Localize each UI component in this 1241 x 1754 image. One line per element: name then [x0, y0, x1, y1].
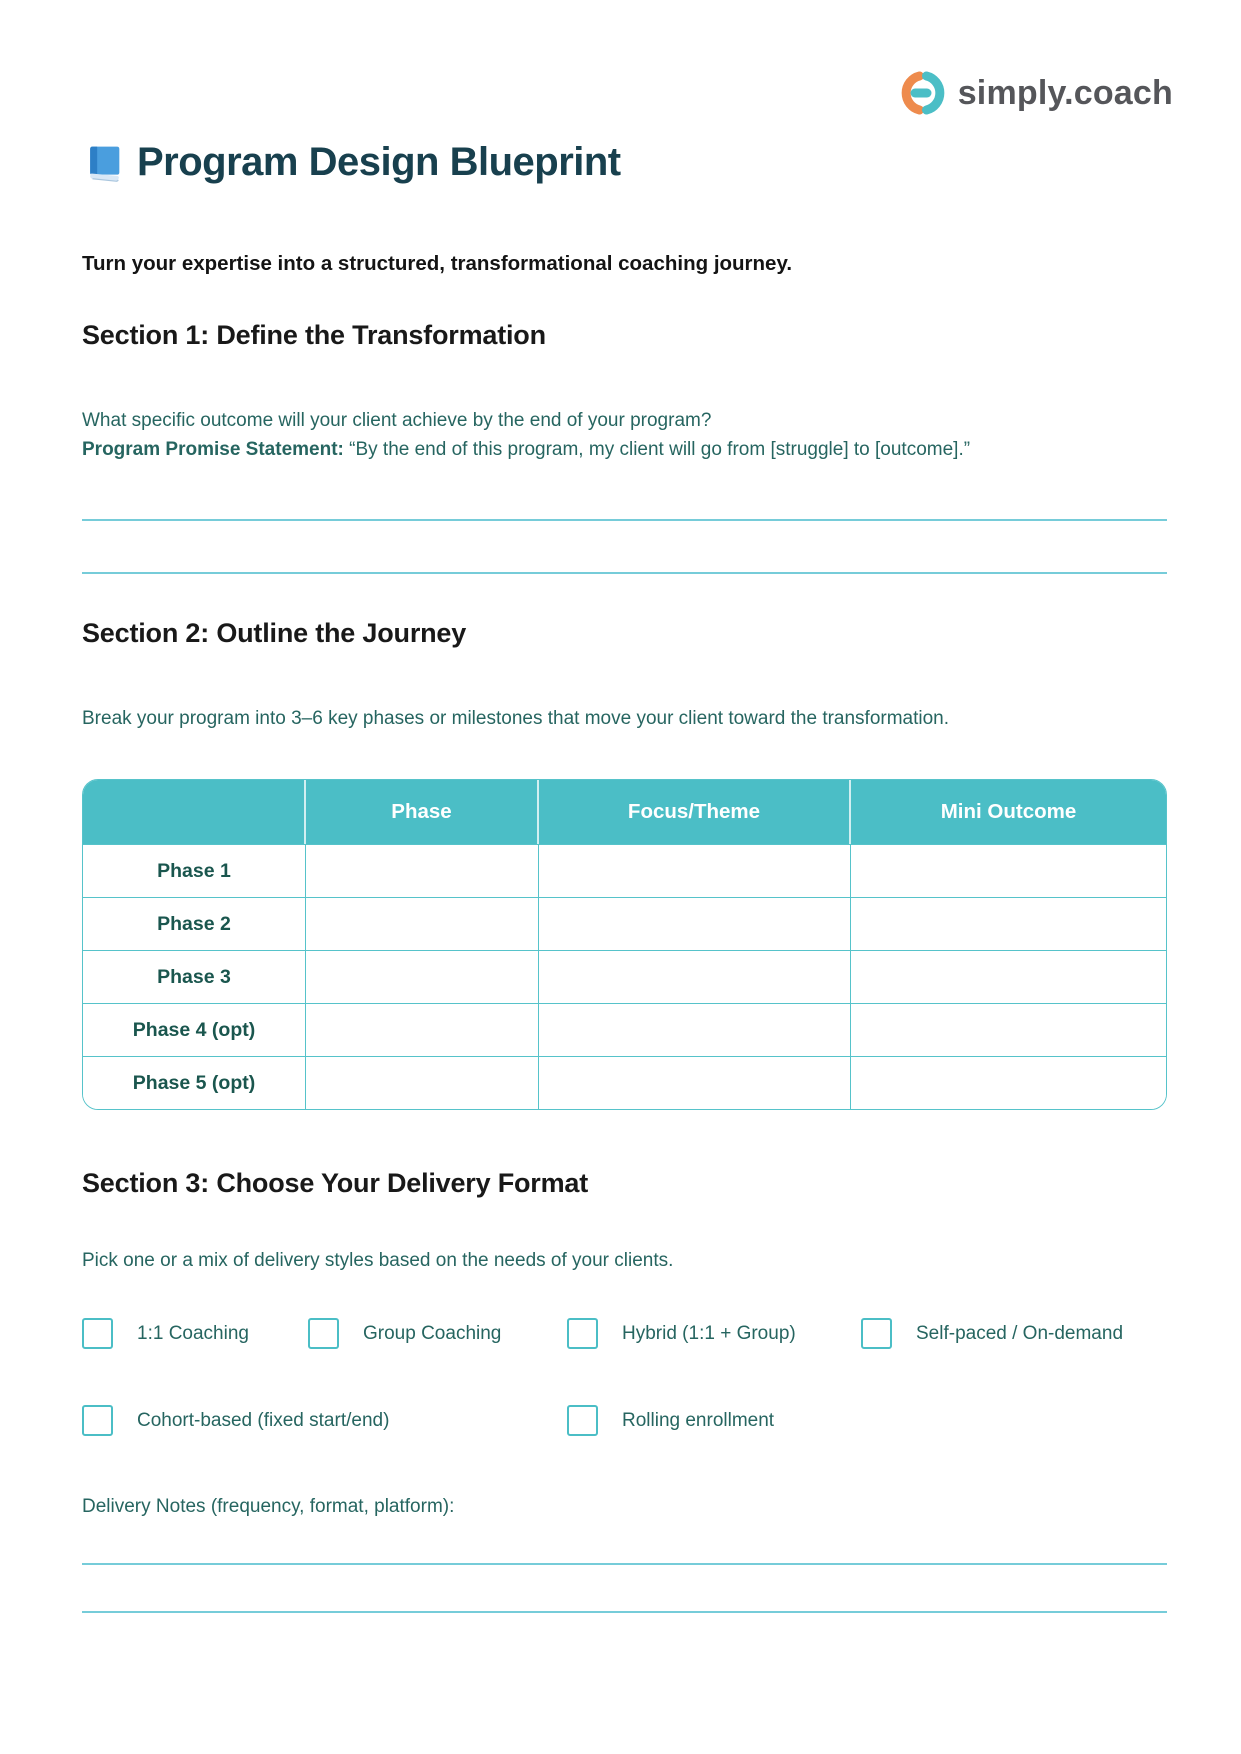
empty-cell [851, 1057, 1166, 1109]
option-hybrid[interactable] [567, 1318, 796, 1349]
section2-description: Break your program into 3–6 key phases or milestones that move your client toward the transformation. [82, 708, 950, 729]
empty-cell [851, 1004, 1166, 1056]
section3-heading: Section 3: Choose Your Delivery Format [82, 1168, 589, 1198]
header-cell-empty [83, 780, 306, 844]
empty-cell [539, 1004, 851, 1056]
checkbox-1-1-coaching[interactable] [82, 1318, 113, 1349]
option-cohort-based[interactable] [82, 1405, 389, 1436]
header-cell-mini-outcome: Mini Outcome [940, 800, 1077, 823]
option-rolling-enrollment[interactable] [567, 1405, 774, 1436]
header-cell-phase: Phase [306, 780, 539, 844]
table-row [83, 897, 1166, 950]
empty-cell [306, 845, 539, 897]
promise-label: Program Promise Statement: [82, 439, 344, 460]
option-1-1-coaching[interactable] [82, 1318, 249, 1349]
promise-text: “By the end of this program, my client will go from [struggle] to [outcome].” [343, 439, 971, 460]
empty-cell [851, 951, 1166, 1003]
delivery-notes-label: Delivery Notes (frequency, format, platform): [82, 1496, 455, 1517]
option-label: Group Coaching [363, 1322, 502, 1344]
row-label: Phase 3 [83, 951, 306, 1003]
empty-cell [306, 1004, 539, 1056]
empty-cell [539, 898, 851, 950]
writing-line-1 [82, 519, 1167, 521]
empty-cell [539, 951, 851, 1003]
row-label: Phase 5 (opt) [83, 1057, 306, 1109]
table-row [83, 1056, 1166, 1109]
option-label: Rolling enrollment [622, 1409, 775, 1431]
empty-cell [851, 845, 1166, 897]
writing-line-2 [82, 572, 1167, 574]
checkbox-rolling-enrollment[interactable] [567, 1405, 598, 1436]
phases-table [82, 779, 1167, 1110]
page-title: Program Design Blueprint [137, 140, 621, 184]
simply-coach-logo-icon [900, 70, 946, 116]
writing-line-3 [82, 1563, 1167, 1565]
checkbox-group-coaching[interactable] [308, 1318, 339, 1349]
option-label: 1:1 Coaching [137, 1322, 249, 1344]
table-row [83, 1003, 1166, 1056]
writing-line-4 [82, 1611, 1167, 1613]
option-self-paced[interactable] [861, 1318, 1123, 1349]
section1-question: What specific outcome will your client achieve by the end of your program? [82, 410, 712, 431]
book-icon [82, 142, 124, 184]
empty-cell [306, 898, 539, 950]
option-label: Hybrid (1:1 + Group) [622, 1322, 796, 1344]
doc-subtitle: Turn your expertise into a structured, transformational coaching journey. [82, 252, 793, 275]
page-title-row [82, 140, 621, 185]
section1-promise-line [82, 435, 970, 464]
header-cell-focus-theme: Focus/Theme [539, 780, 851, 844]
row-label: Phase 1 [83, 845, 306, 897]
checkbox-hybrid[interactable] [567, 1318, 598, 1349]
empty-cell [306, 1057, 539, 1109]
section2-heading: Section 2: Outline the Journey [82, 618, 467, 648]
section3-description: Pick one or a mix of delivery styles based on the needs of your clients. [82, 1250, 674, 1271]
empty-cell [539, 845, 851, 897]
option-label: Self-paced / On-demand [916, 1322, 1124, 1344]
section1-heading: Section 1: Define the Transformation [82, 320, 546, 350]
row-label: Phase 2 [83, 898, 306, 950]
brand-logo-text: simply.coach [957, 73, 1173, 112]
delivery-options-row-2 [82, 1405, 1167, 1445]
delivery-options-row-1 [82, 1318, 1167, 1358]
empty-cell [851, 898, 1166, 950]
row-label: Phase 4 (opt) [83, 1004, 306, 1056]
brand-logo [900, 70, 1173, 116]
phases-table-header-row [83, 780, 1166, 844]
option-group-coaching[interactable] [308, 1318, 501, 1349]
checkbox-self-paced[interactable] [861, 1318, 892, 1349]
empty-cell [539, 1057, 851, 1109]
table-row [83, 844, 1166, 897]
section1-intro [82, 406, 970, 464]
option-label: Cohort-based (fixed start/end) [137, 1409, 390, 1431]
table-row [83, 950, 1166, 1003]
checkbox-cohort-based[interactable] [82, 1405, 113, 1436]
empty-cell [306, 951, 539, 1003]
